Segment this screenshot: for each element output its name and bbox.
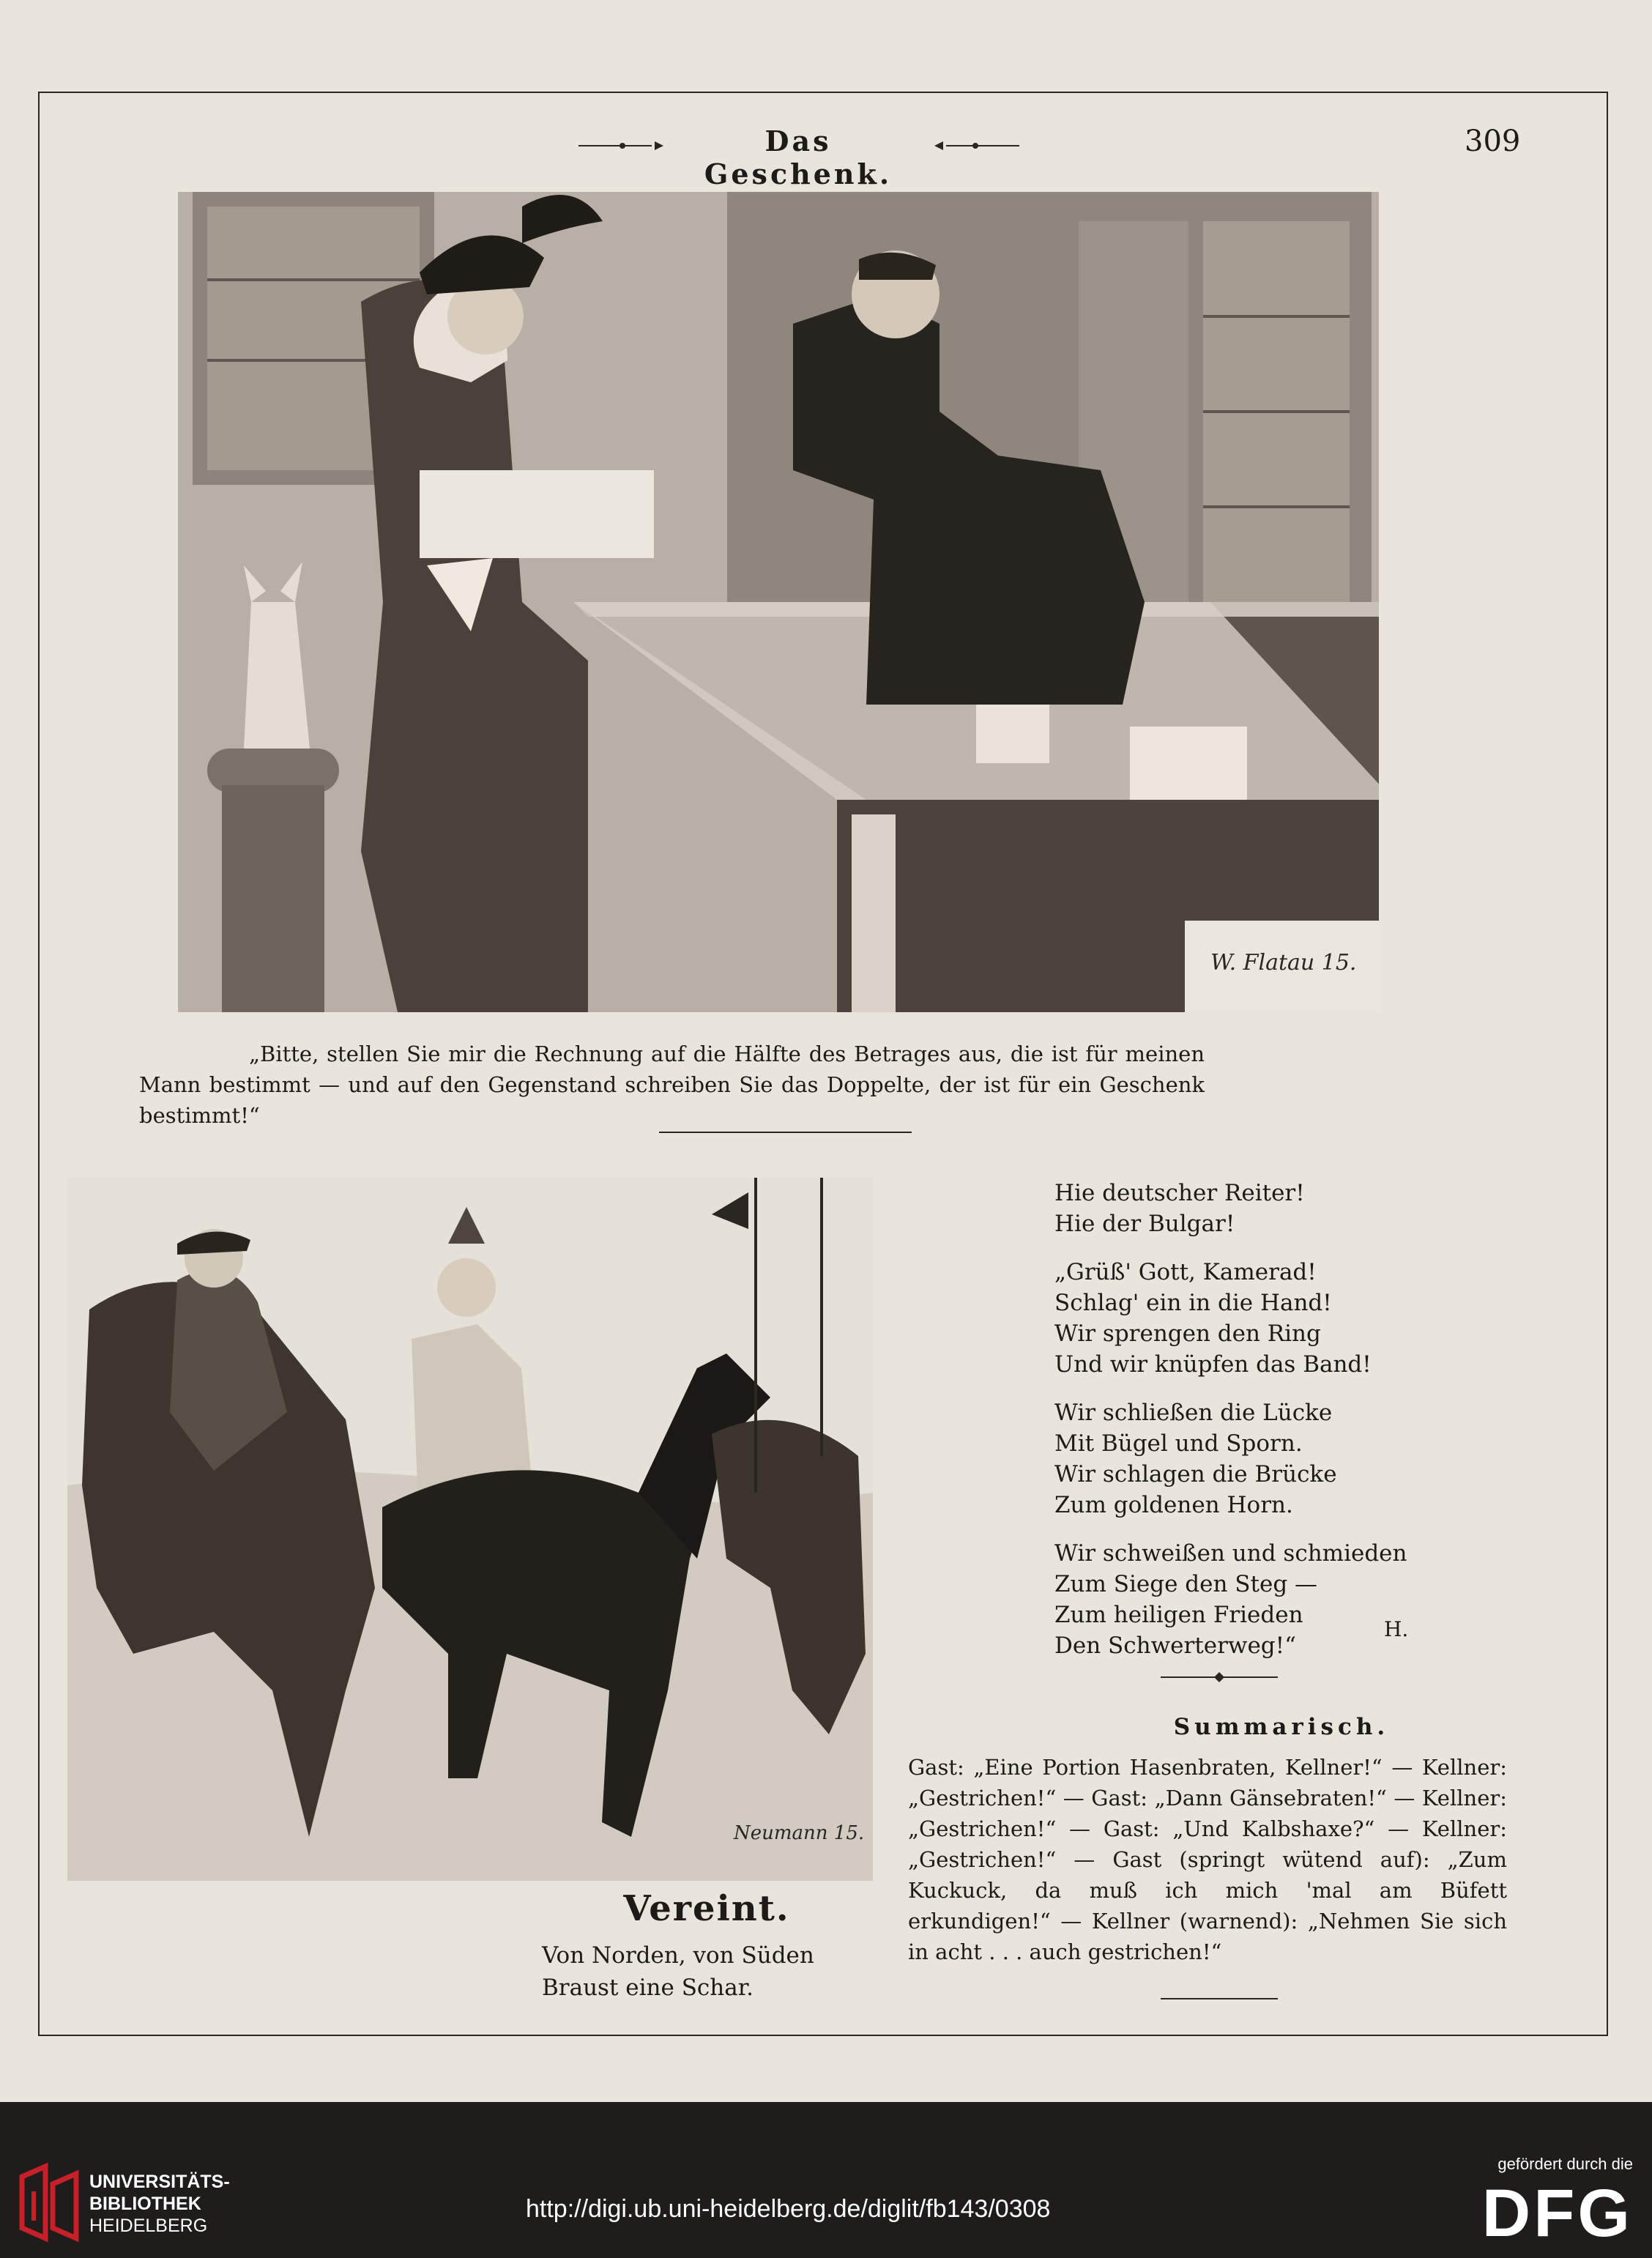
poem-line: Hie deutscher Reiter! xyxy=(1054,1180,1305,1206)
poem-line: Schlag' ein in die Hand! xyxy=(1054,1290,1332,1316)
vereint-line: Von Norden, von Süden xyxy=(542,1942,814,1969)
library-line: HEIDELBERG xyxy=(89,2216,208,2236)
library-name xyxy=(89,2171,230,2237)
library-line: UNIVERSITÄTS- xyxy=(89,2172,230,2192)
riders-illustration-signature: Neumann 15. xyxy=(734,1822,865,1844)
footer-bar xyxy=(0,2102,1652,2258)
poem-line: Zum goldenen Horn. xyxy=(1054,1492,1293,1518)
page-title: Das Geschenk. xyxy=(704,125,893,190)
poem xyxy=(1054,1178,1465,1679)
poem-stanza xyxy=(1054,1397,1465,1520)
poem-stanza xyxy=(1054,1178,1465,1239)
poem-line: Wir schlagen die Brücke xyxy=(1054,1461,1337,1488)
poem-line: Und wir knüpfen das Band! xyxy=(1054,1351,1372,1378)
bottom-rule xyxy=(1161,1998,1278,1999)
poem-line: Wir schließen die Lücke xyxy=(1054,1400,1333,1426)
poem-line: Wir schweißen und schmieden xyxy=(1054,1540,1407,1567)
shop-illustration xyxy=(178,192,1379,1012)
poem-line: „Grüß' Gott, Kamerad! xyxy=(1054,1259,1317,1285)
library-line: BIBLIOTHEK xyxy=(89,2194,201,2214)
poem-line: Wir sprengen den Ring xyxy=(1054,1321,1321,1347)
permalink-url[interactable]: http://digi.ub.uni-heidelberg.de/diglit/fb143/0308 xyxy=(526,2195,1051,2223)
summarisch-heading: Summarisch. xyxy=(1173,1714,1390,1740)
poem-line: Mit Bügel und Sporn. xyxy=(1054,1430,1303,1457)
riders-scene-image xyxy=(67,1178,873,1881)
poem-line: Hie der Bulgar! xyxy=(1054,1211,1235,1237)
funded-by-label: gefördert durch die xyxy=(1497,2155,1633,2173)
university-logo-icon xyxy=(16,2162,82,2243)
poem-line: Zum Siege den Steg — xyxy=(1054,1571,1318,1597)
shop-caption-text: „Bitte, stellen Sie mir die Rechnung auf die Hälfte des Betrages aus, die ist für meinen Mann bestimmt — und auf den Gegenstand schreiben Sie das Doppelte, der ist für ein Geschenk bestimmt!“ xyxy=(139,1041,1205,1128)
vereint-lines xyxy=(542,1939,879,2004)
left-ornament-icon xyxy=(578,141,674,151)
vereint-line: Braust eine Schar. xyxy=(542,1975,754,2001)
summarisch-text: Gast: „Eine Portion Hasenbraten, Kellner!“ — Kellner: „Gestrichen!“ — Gast: „Dann Gänsebraten!“ — Kellner: „Gestrichen!“ — Gast: „Und Kalbshaxe?“ — Kellner: „Gestrichen!“ — Gast (springt wütend auf): „Zum Kuckuck, da muß ich mich 'mal am Büfett erkundigen!“ — Kellner (warnend): „Nehmen Sie sich in acht . . . auch gestrichen!“ xyxy=(908,1755,1507,1964)
shop-scene-image xyxy=(178,192,1379,1012)
poem-line: Zum heiligen Frieden xyxy=(1054,1602,1303,1628)
section-divider-icon xyxy=(1161,1670,1278,1685)
poem-stanza xyxy=(1054,1257,1465,1380)
dfg-logo: DFG xyxy=(1481,2176,1633,2251)
vereint-title: Vereint. xyxy=(623,1888,790,1929)
shop-caption xyxy=(139,1039,1205,1131)
riders-illustration xyxy=(67,1178,873,1881)
page-number: 309 xyxy=(1465,125,1521,158)
right-ornament-icon xyxy=(924,141,1019,151)
running-head xyxy=(0,125,1652,190)
poem-signature: H. xyxy=(1384,1617,1409,1641)
poem-line: Den Schwerterweg!“ xyxy=(1054,1633,1296,1659)
shop-illustration-signature: W. Flatau 15. xyxy=(1210,950,1357,976)
caption-rule xyxy=(659,1132,912,1133)
